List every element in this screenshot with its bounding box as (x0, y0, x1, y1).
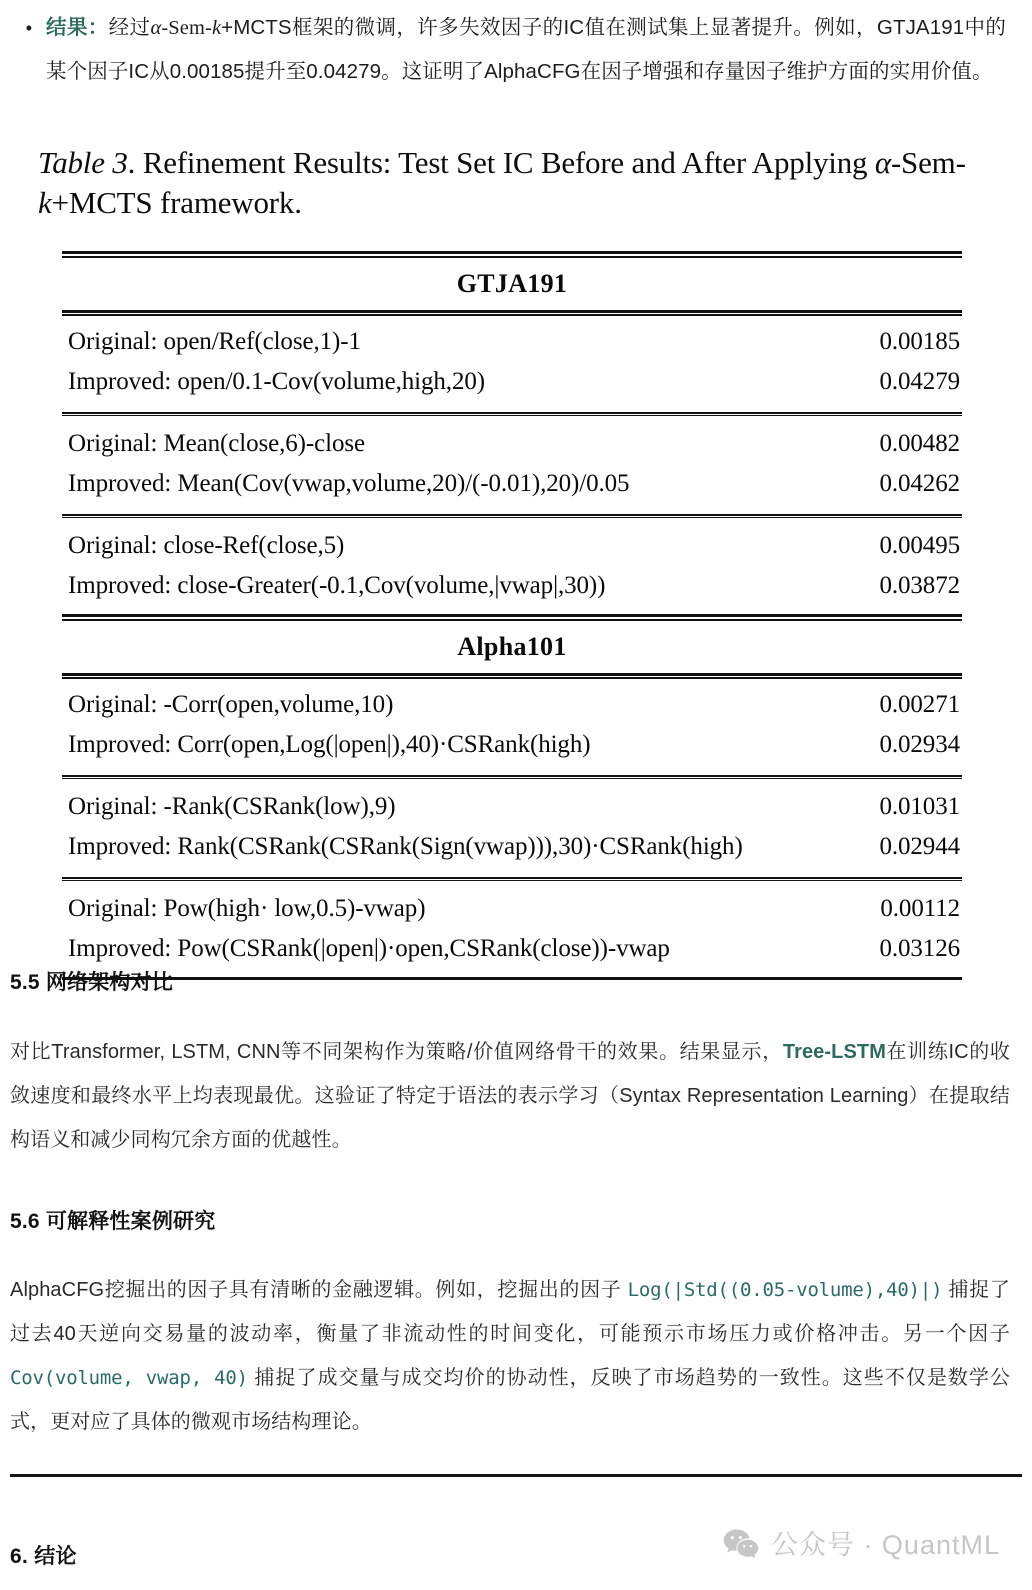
table-caption (0, 143, 1032, 223)
row-original-expression: Mean(close,6)-close (163, 430, 365, 457)
row-separator (62, 877, 962, 881)
section-5-6-body-wrap (0, 1268, 1032, 1444)
row-original-label: Original: (68, 328, 164, 355)
row-improved-label: Improved: (68, 731, 178, 758)
row-improved-value: 0.03126 (879, 935, 960, 962)
section-5-5-body (10, 1030, 1010, 1162)
section-5-5-body-a: 对比Transformer, LSTM, CNN等不同架构作为策略/价值网络骨干的效果。结果显示， (10, 1041, 783, 1063)
row-separator (62, 514, 962, 518)
section-5-5-body-b: 在训练IC的收敛速度和最终水平上均表现最优。这验证了特定于语法的表示学习（Syntax Representation Learning）在提取结构语义和减少同构冗余方面的优越性。 (10, 1041, 1010, 1151)
table-line-original (62, 685, 962, 725)
table-cell-expression (68, 685, 842, 725)
table-cell-expression (68, 889, 842, 929)
table-caption-tail: +MCTS framework. (51, 185, 302, 220)
table-cell-expression (68, 725, 842, 765)
row-original-label: Original: (68, 793, 164, 820)
group-header-alpha101: Alpha101 (457, 632, 567, 661)
row-improved-value: 0.04279 (879, 368, 960, 395)
table-caption-label: Table 3 (38, 145, 128, 180)
group-divider-rule (62, 614, 962, 621)
table-cell-expression (68, 827, 842, 867)
table-row (62, 781, 962, 875)
table-caption-alpha: α (874, 145, 891, 180)
section-5-5-emphasis: Tree-LSTM (782, 1041, 886, 1063)
section-5-6-heading: 5.6 可解释性案例研究 (10, 1210, 216, 1233)
bullet-marker-icon: • (25, 18, 32, 38)
section-5-6-body (10, 1268, 1010, 1444)
table-line-improved (62, 827, 962, 867)
row-original-expression: close-Ref(close,5) (163, 532, 345, 559)
row-improved-expression: Corr(open,Log(|open|),40)·CSRank(high) (177, 731, 591, 758)
table-row (62, 418, 962, 512)
wechat-icon (723, 1528, 759, 1558)
row-improved-expression: close-Greater(-0.1,Cov(volume,|vwap|,30)) (177, 572, 606, 599)
table-line-original (62, 787, 962, 827)
table-3-figure (0, 143, 1032, 980)
section-divider (10, 1474, 1022, 1477)
table-line-improved (62, 566, 962, 606)
table-row (62, 679, 962, 773)
factor-code-1: Log(|Std((0.05-volume),40)|) (627, 1279, 943, 1301)
factor-code-2: Cov(volume, vwap, 40) (10, 1367, 248, 1389)
section-5-5-body-wrap (0, 1030, 1032, 1162)
row-improved-label: Improved: (68, 470, 178, 497)
section-5-6 (0, 1207, 1032, 1237)
row-original-expression: -Rank(CSRank(low),9) (163, 793, 396, 820)
table-caption-k: k (38, 185, 52, 220)
row-improved-value: 0.04262 (879, 470, 960, 497)
row-original-label: Original: (68, 532, 164, 559)
row-original-label: Original: (68, 691, 164, 718)
section-5-5 (0, 968, 1032, 998)
table-line-improved (62, 725, 962, 765)
bullet-text-a: 经过 (108, 16, 151, 39)
row-improved-expression: Pow(CSRank(|open|)·open,CSRank(close))-vwap (177, 935, 670, 962)
table-cell-expression (68, 787, 842, 827)
table-cell-expression (68, 566, 842, 606)
row-improved-label: Improved: (68, 572, 178, 599)
table-line-improved (62, 362, 962, 402)
results-label: 结果 (46, 16, 88, 39)
row-original-value: 0.00482 (879, 430, 960, 457)
watermark-text: 公众号 · QuantML (770, 1530, 1000, 1560)
results-table (62, 251, 962, 980)
row-original-label: Original: (68, 895, 164, 922)
k-symbol: k (211, 17, 222, 39)
table-line-improved (62, 464, 962, 504)
table-caption-sem: -Sem- (890, 145, 966, 180)
watermark (723, 1523, 1000, 1562)
table-line-improved (62, 929, 962, 969)
table-row (62, 316, 962, 410)
table-line-original (62, 889, 962, 929)
row-improved-value: 0.02934 (879, 731, 960, 758)
alpha-symbol: α (150, 17, 162, 39)
table-cell-expression (68, 526, 842, 566)
bullet-row (0, 6, 1032, 94)
section-5-6-body-c: 捕捉了成交量与成交均价的协动性，反映了市场趋势的一致性。这些不仅是数学公式，更对应了具体的微观市场结构理论。 (10, 1367, 1010, 1433)
row-improved-expression: Rank(CSRank(CSRank(Sign(vwap))),30)·CSRank(high) (177, 833, 743, 860)
row-improved-expression: open/0.1-Cov(volume,high,20) (177, 368, 485, 395)
row-original-expression: Pow(high· low,0.5)-vwap) (163, 895, 426, 922)
results-bullet-block (0, 0, 1032, 94)
group-header-gtja191: GTJA191 (456, 269, 568, 298)
row-improved-expression: Mean(Cov(vwap,volume,20)/(-0.01),20)/0.05 (177, 470, 630, 497)
row-separator (62, 775, 962, 779)
sem-token: -Sem- (161, 17, 212, 39)
row-original-value: 0.00112 (880, 895, 960, 922)
table-caption-text: . Refinement Results: Test Set IC Before and After Applying (127, 145, 875, 180)
bullet-text-b: +MCTS框架的微调，许多失效因子的IC值在测试集上显著提升。例如，GTJA191中的某个因子IC从0.00185提升至0.04279。这证明了AlphaCFG在因子增强和存量因子维护方面的实用价值。 (46, 16, 1006, 83)
bullet-paragraph (46, 6, 1032, 94)
table-line-original (62, 322, 962, 362)
table-cell-expression (68, 424, 842, 464)
row-improved-label: Improved: (68, 368, 178, 395)
table-cell-expression (68, 362, 842, 402)
table-top-rule (62, 251, 962, 258)
table-row (62, 883, 962, 977)
row-original-expression: -Corr(open,volume,10) (163, 691, 394, 718)
table-cell-expression (68, 322, 842, 362)
table-cell-expression (68, 464, 842, 504)
row-original-label: Original: (68, 430, 164, 457)
row-original-value: 0.00271 (879, 691, 960, 718)
table-row (62, 520, 962, 614)
section-5-6-body-b: 捕捉了过去40天逆向交易量的波动率，衡量了非流动性的时间变化，可能预示市场压力或价格冲击。另一个因子 (10, 1279, 1010, 1345)
row-improved-value: 0.03872 (879, 572, 960, 599)
row-improved-label: Improved: (68, 935, 178, 962)
table-cell-expression (68, 929, 842, 969)
section-5-5-heading: 5.5 网络架构对比 (10, 971, 174, 994)
row-original-value: 0.01031 (879, 793, 960, 820)
table-line-original (62, 526, 962, 566)
row-original-value: 0.00185 (879, 328, 960, 355)
section-6-heading: 6. 结论 (10, 1545, 77, 1568)
row-separator (62, 412, 962, 416)
row-improved-value: 0.02944 (879, 833, 960, 860)
section-5-6-body-a: AlphaCFG挖掘出的因子具有清晰的金融逻辑。例如，挖掘出的因子 (10, 1279, 628, 1301)
row-original-expression: open/Ref(close,1)-1 (163, 328, 361, 355)
table-line-original (62, 424, 962, 464)
row-original-value: 0.00495 (879, 532, 960, 559)
results-label-colon: ： (87, 16, 109, 39)
row-improved-label: Improved: (68, 833, 178, 860)
